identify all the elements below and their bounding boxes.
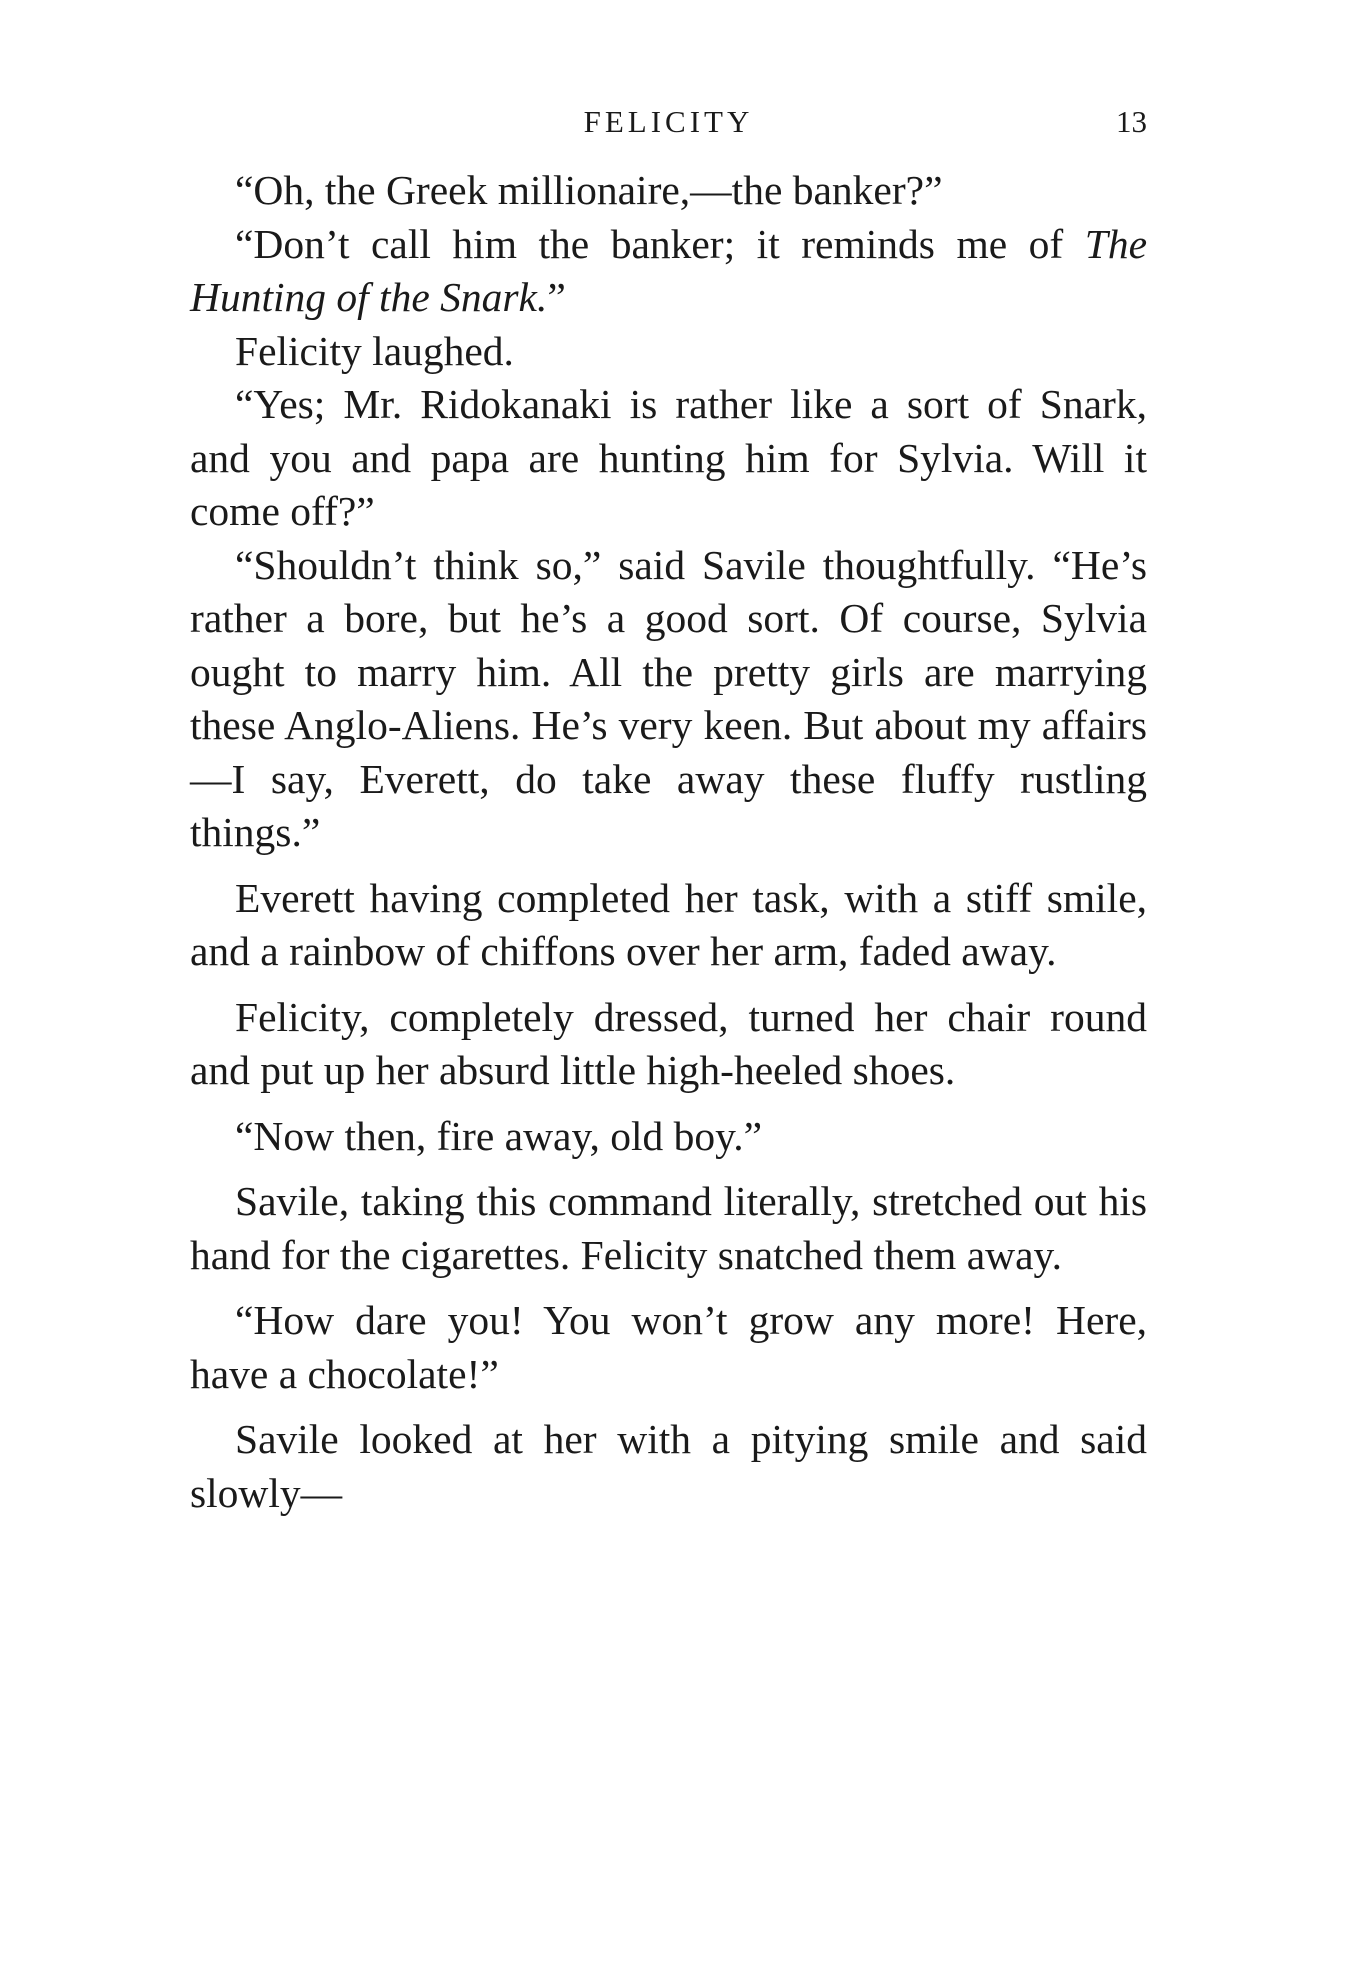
running-head	[190, 100, 1147, 144]
body-text	[190, 164, 1147, 1520]
paragraph-2-closing-quote: ”	[547, 274, 566, 320]
paragraph-11: Savile looked at her with a pitying smile and said slowly—	[190, 1416, 1147, 1516]
paragraph-3: Felicity laughed.	[235, 327, 514, 374]
paragraph-2-text: “Don’t call him the banker; it reminds me of	[235, 220, 1085, 267]
paragraph-1: “Oh, the Greek millionaire,—the banker?”	[235, 167, 943, 213]
paragraph-4: “Yes; Mr. Ridokanaki is rather like a sort of Snark, and you and papa are hunting him for Sylvia. Will it come off?”	[190, 381, 1147, 534]
running-title: FELICITY	[583, 104, 754, 139]
page-number: 13	[1116, 104, 1147, 139]
paragraph-2	[190, 218, 1147, 325]
paragraph-7: Felicity, completely dressed, turned her chair round and put up her absurd little high-heeled shoes.	[190, 993, 1147, 1093]
paragraph-8: “Now then, fire away, old boy.”	[235, 1112, 763, 1159]
book-title-italic: The Hunting of the Snark.	[190, 220, 1147, 320]
paragraph-5: “Shouldn’t think so,” said Savile thoughtfully. “He’s rather a bore, but he’s a good sort. Of course, Sylvia ought to marry him. All the pretty girls are marrying these Anglo-Aliens. He’s very keen. But about my affairs—I say, Everett, do take away these fluffy rustling things.”	[190, 541, 1147, 855]
paragraph-9: Savile, taking this command literally, stretched out his hand for the cigarettes. Felicity snatched them away.	[190, 1178, 1147, 1278]
paragraph-10: “How dare you! You won’t grow any more! Here, have a chocolate!”	[190, 1297, 1147, 1397]
paragraph-6: Everett having completed her task, with a stiff smile, and a rainbow of chiffons over her arm, faded away.	[190, 874, 1147, 974]
